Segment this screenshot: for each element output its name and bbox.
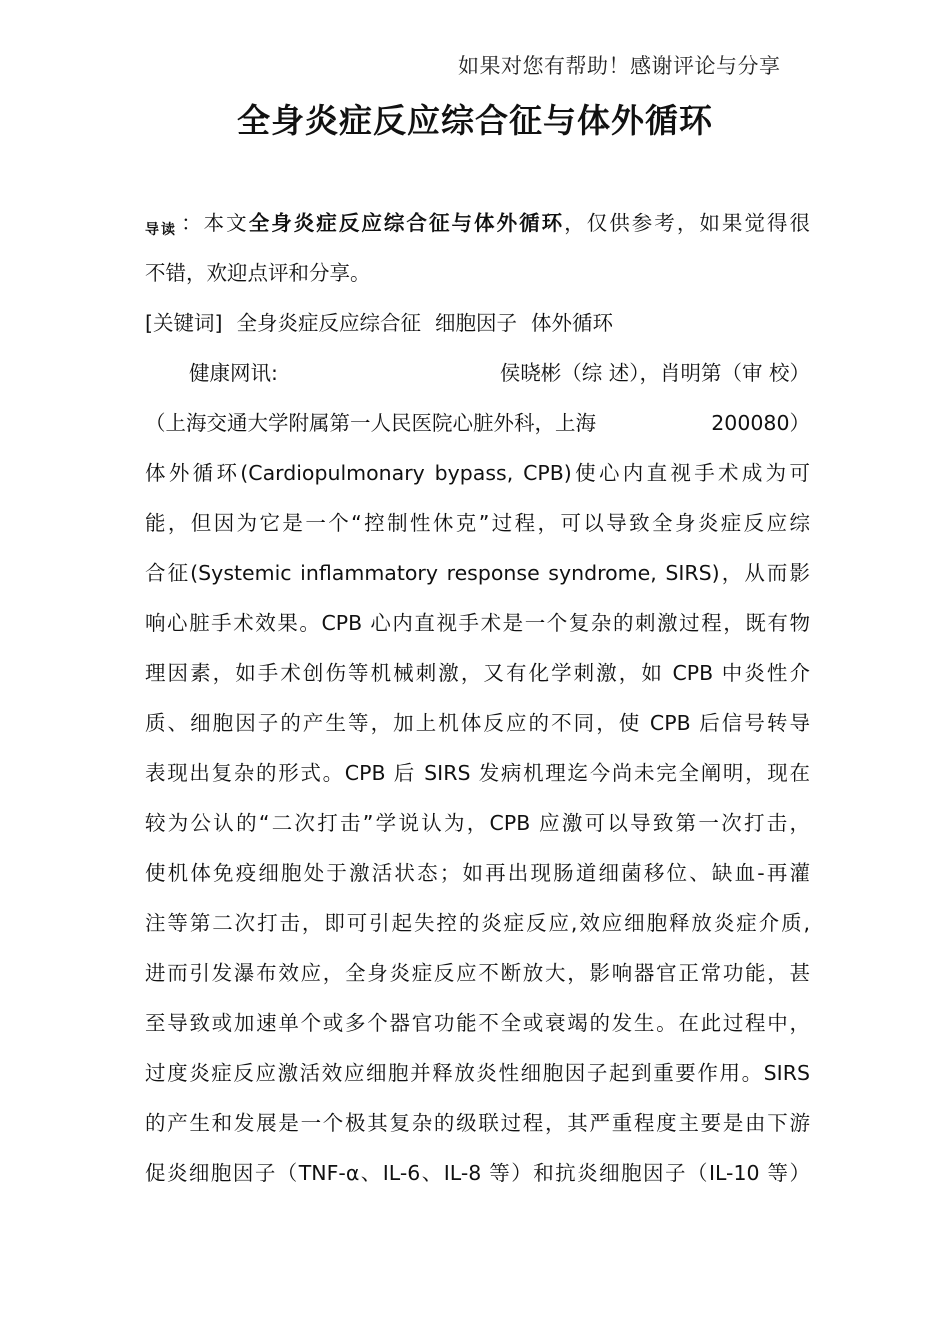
keywords-line bbox=[145, 298, 810, 348]
keyword-item: 细胞因子 bbox=[435, 311, 517, 335]
body-line: 的产生和发展是一个极其复杂的级联过程，其严重程度主要是由下游 bbox=[145, 1111, 810, 1135]
lead-prefix: ：本文 bbox=[181, 211, 249, 235]
body-line: 理因素，如手术创伤等机械刺激，又有化学刺激，如 CPB 中炎性介 bbox=[145, 661, 810, 685]
body-line: 至导致或加速单个或多个器官功能不全或衰竭的发生。在此过程中， bbox=[145, 1011, 810, 1035]
body-line: 体外循环(Cardiopulmonary bypass, CPB)使心内直视手术成为可 bbox=[145, 461, 810, 485]
byline bbox=[145, 348, 810, 398]
body-line: 进而引发瀑布效应，全身炎症反应不断放大，影响器官正常功能，甚 bbox=[145, 961, 810, 985]
body-line: 较为公认的“二次打击”学说认为，CPB 应激可以导致第一次打击， bbox=[145, 811, 810, 835]
affiliation-postcode: 200080） bbox=[711, 411, 810, 435]
affiliation bbox=[145, 398, 810, 448]
body-line: 促炎细胞因子（TNF-α、IL-6、IL-8 等）和抗炎细胞因子（IL-10 等） bbox=[145, 1161, 810, 1185]
lead-line-1 bbox=[145, 198, 810, 248]
byline-authors: 侯晓彬（综 述），肖明第（审 校） bbox=[499, 361, 810, 385]
body-line: 过度炎症反应激活效应细胞并释放炎性细胞因子起到重要作用。SIRS bbox=[145, 1061, 810, 1085]
keywords-label: [关键词] bbox=[145, 311, 223, 335]
lead-line-2: 不错，欢迎点评和分享。 bbox=[145, 261, 371, 285]
lead-bold-title: 全身炎症反应综合征与体外循环 bbox=[248, 211, 565, 235]
affiliation-text: （上海交通大学附属第一人民医院心脏外科，上海 bbox=[145, 411, 596, 435]
body-line: 合征(Systemic inflammatory response syndrome, SIRS)，从而影 bbox=[145, 561, 810, 585]
body-line: 表现出复杂的形式。CPB 后 SIRS 发病机理迄今尚未完全阐明，现在 bbox=[145, 761, 810, 785]
document-title: 全身炎症反应综合征与体外循环 bbox=[237, 101, 713, 140]
header-note: 如果对您有帮助！感谢评论与分享 bbox=[458, 54, 781, 78]
keyword-item: 体外循环 bbox=[531, 311, 613, 335]
byline-source: 健康网讯: bbox=[189, 361, 278, 385]
body-line: 使机体免疫细胞处于激活状态；如再出现肠道细菌移位、缺血-再灌 bbox=[145, 861, 810, 885]
body-line: 能，但因为它是一个“控制性休克”过程，可以导致全身炎症反应综 bbox=[145, 511, 810, 535]
document-body bbox=[145, 198, 810, 1198]
body-line: 质、细胞因子的产生等，加上机体反应的不同，使 CPB 后信号转导 bbox=[145, 711, 810, 735]
body-line: 注等第二次打击，即可引起失控的炎症反应,效应细胞释放炎症介质, bbox=[145, 911, 810, 935]
lead-suffix: ，仅供参考，如果觉得很 bbox=[564, 211, 811, 235]
keyword-item: 全身炎症反应综合征 bbox=[236, 311, 421, 335]
lead-label: 导读 bbox=[145, 222, 178, 238]
body-line: 响心脏手术效果。CPB 心内直视手术是一个复杂的刺激过程，既有物 bbox=[145, 611, 810, 635]
